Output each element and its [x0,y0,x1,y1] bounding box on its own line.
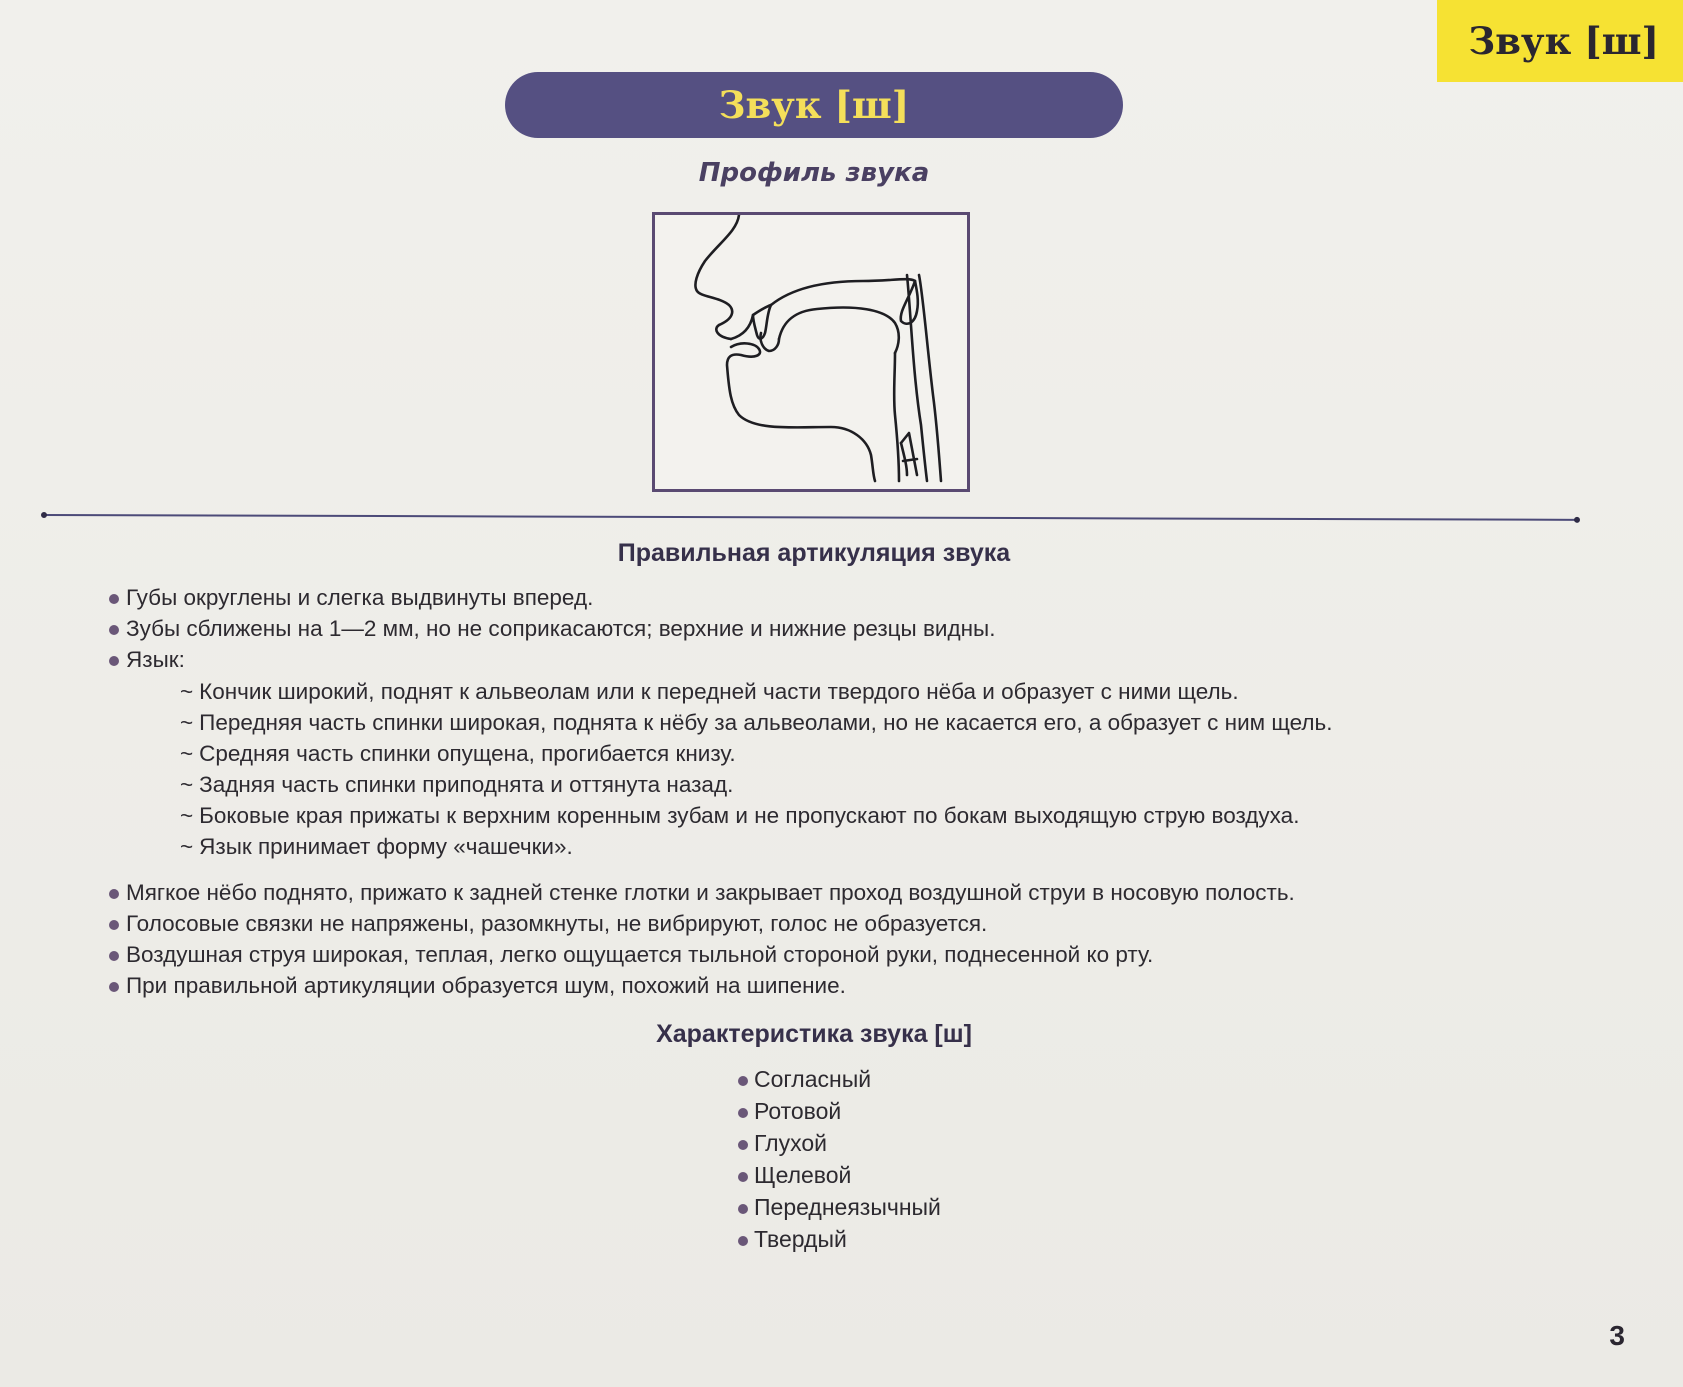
page-title: Звук [ш] [718,83,910,127]
list-item: Воздушная струя широкая, теплая, легко ощущается тыльной стороной руки, поднесенной ко рту. [108,939,1295,970]
tongue-sublist [180,676,1333,862]
articulation-profile-drawing [655,215,967,489]
list-item: Твердый [738,1223,941,1255]
tongue-item: ~ Средняя часть спинки опущена, прогибается книзу. [180,741,736,766]
tongue-item: ~ Передняя часть спинки широкая, поднята к нёбу за альвеолами, но не касается его, а образует с ним щель. [180,710,1333,735]
articulation-list-bottom [108,877,1295,1001]
section-divider [44,514,1577,521]
articulation-list-top [108,582,995,675]
list-item: Губы округлены и слегка выдвинуты вперед. [108,582,995,613]
list-item: Зубы сближены на 1—2 мм, но не соприкасаются; верхние и нижние резцы видны. [108,613,995,644]
title-banner [505,72,1123,138]
list-item: Согласный [738,1063,941,1095]
corner-tab-label: Звук [ш] [1468,19,1659,63]
tongue-item: ~ Боковые края прижаты к верхним коренным зубам и не пропускают по бокам выходящую струю воздуха. [180,803,1300,828]
sagittal-profile-diagram [652,212,970,492]
list-item: Глухой [738,1127,941,1159]
characteristics-heading: Характеристика звука [ш] [656,1020,972,1048]
list-item: Язык: [108,644,995,675]
list-item: Щелевой [738,1159,941,1191]
list-item: При правильной артикуляции образуется шум, похожий на шипение. [108,970,1295,1001]
list-item: Голосовые связки не напряжены, разомкнуты, не вибрируют, голос не образуется. [108,908,1295,939]
page-number: 3 [1609,1320,1625,1351]
tongue-item: ~ Задняя часть спинки приподнята и оттянута назад. [180,772,734,797]
list-item: Ротовой [738,1095,941,1127]
tongue-item: ~ Кончик широкий, поднят к альвеолам или к передней части твердого нёба и образует с ними щель. [180,679,1239,704]
articulation-heading: Правильная артикуляция звука [617,539,1011,567]
list-item: Переднеязычный [738,1191,941,1223]
characteristics-list [738,1063,941,1255]
list-item: Мягкое нёбо поднято, прижато к задней стенке глотки и закрывает проход воздушной струи в носовую полость. [108,877,1295,908]
profile-subtitle: Профиль звука [698,158,930,188]
corner-section-tab [1437,0,1683,82]
tongue-item: ~ Язык принимает форму «чашечки». [180,834,573,859]
